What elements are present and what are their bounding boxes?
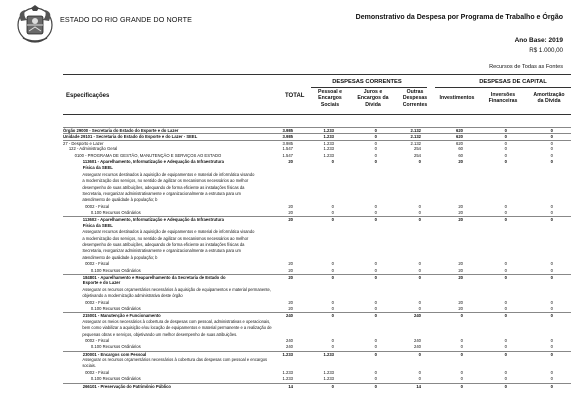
cell-value: 0 [331,203,334,209]
cell-value: 20 [458,305,463,311]
cell-value: 0 [504,344,507,350]
row-label: 266101 - Preservação do Patrimônio Público [63,383,171,389]
cell-value: 0 [460,383,463,389]
table-header [63,74,571,126]
cell-value: 0 [460,344,463,350]
cell-value: 0 [331,210,334,216]
cell-value: 20 [288,261,293,267]
cell-value: 0 [374,383,377,389]
cell-value: 620 [456,134,463,140]
cell-value: 0 [504,299,507,305]
row-label: 27 - Desporto e Lazer [63,140,104,146]
cell-value: 0 [550,134,553,140]
cell-value: 0 [374,337,377,343]
row-label: atendimento de qualidade à população; b [63,197,158,203]
cell-value: 1.547 [282,146,293,152]
cell-value: 0 [550,299,553,305]
row-label: atendimento de qualidade à população; b [63,254,158,260]
row-label: Física da SEEL [63,165,113,171]
column-header-total: TOTAL [285,93,305,99]
row-label: Assegurar os recursos orçamentários necessários à aquisição de equipamentos e material permanente, [63,286,271,292]
cell-value: 0 [418,299,421,305]
cell-value: 0 [550,383,553,389]
row-label: Física da SEEL [63,222,113,228]
cell-value: 0 [504,158,507,164]
row-label: 0.100 Recursos Ordinários [63,344,141,350]
row-label: 0.100 Recursos Ordinários [63,376,141,382]
cell-value: 0 [504,369,507,375]
cell-value: 0 [331,217,334,223]
cell-value: 20 [288,305,293,311]
cell-value: 1.233 [323,369,334,375]
cell-value: 0 [374,203,377,209]
cell-value: 20 [288,274,293,280]
cell-value: 0 [331,267,334,273]
cell-value: 0 [460,376,463,382]
cell-value: 0 [550,128,553,133]
cell-value: 0 [504,267,507,273]
cell-value: 0 [374,305,377,311]
cell-value: 14 [288,383,293,389]
cell-value: 0 [374,140,377,146]
row-label: 0002 - Fiscal [63,261,110,267]
row-label: desempenho de suas atribuições, adequando de forma eficiente as instalações físicas da [63,184,245,190]
cell-value: 240 [414,337,421,343]
cell-value: 0 [374,146,377,152]
cell-value: 0 [550,210,553,216]
cell-value: 0 [374,344,377,350]
cell-value: 0 [550,140,553,146]
row-label: 0002 - Fiscal [63,337,110,343]
cell-value: 0 [550,305,553,311]
cell-value: 20 [288,217,293,223]
cell-value: 1.233 [323,140,334,146]
cell-value: 2.132 [410,134,421,140]
cell-value: 20 [288,210,293,216]
cell-value: 0 [550,267,553,273]
cell-value: 2.132 [410,128,421,133]
cell-value: 0 [504,140,507,146]
cell-value: 20 [288,267,293,273]
cell-value: 60 [458,146,463,152]
row-label: objetivando a modernização administrativa deste órgão [63,293,183,299]
cell-value: 0 [374,369,377,375]
cell-value: 0 [331,383,334,389]
cell-value: 620 [456,128,463,133]
row-label: desempenho de suas atribuições, adequando de forma eficiente as instalações físicas da [63,242,245,248]
cell-value: 240 [414,313,421,319]
cell-value: 620 [456,140,463,146]
row-label: a modernização dos serviços, no sentido de agilizar os mecanismos necessários ao melhor [63,235,249,241]
cell-value: 0 [374,210,377,216]
row-label: Esporte e do Lazer [63,280,121,286]
cell-value: 0 [550,152,553,158]
state-coat-of-arms-icon [15,4,55,46]
cell-value: 20 [288,203,293,209]
row-label: 0.100 Recursos Ordinários [63,267,141,273]
cell-value: 0 [418,274,421,280]
cell-value: 0 [550,146,553,152]
row-label: Assegurar recursos destinados à aquisição de equipamentos e material de informática visando [63,229,255,235]
row-label: 215001 - Manutenção e Funcionamento [63,313,161,319]
row-label: 113601 - Aparelhamento, Informatização e Adequação da Infraestrutura [63,158,224,164]
cell-value: 0 [331,313,334,319]
column-header-spec: Especificações [66,93,110,99]
cell-value: 0 [504,376,507,382]
cell-value: 1.233 [282,351,293,357]
cell-value: 0 [418,217,421,223]
cell-value: 0 [374,158,377,164]
cell-value: 254 [414,152,421,158]
row-label: 184801 - Aparelhamento e Reaparelhamento da Secretaria de Estado do [63,274,226,280]
cell-value: 1.233 [323,128,334,133]
cell-value: 0 [504,313,507,319]
cell-value: 240 [286,337,293,343]
cell-value: 20 [288,158,293,164]
cell-value: 0 [374,299,377,305]
cell-value: 0 [504,203,507,209]
cell-value: 254 [414,146,421,152]
cell-value: 0 [331,158,334,164]
cell-value: 0 [418,305,421,311]
cell-value: 0 [418,376,421,382]
cell-value: 0 [504,305,507,311]
document-title: Demonstrativo da Despesa por Programa de Trabalho e Órgão [355,14,563,21]
row-label: bem como viabilizar a aquisição e/ou locação de equipamentos e material permanente e a realização de [63,325,272,331]
row-label: 0100 - PROGRAMA DE GESTÃO, MANUTENÇÃO E SERVIÇOS AO ESTADO [63,152,222,158]
cell-value: 14 [416,383,421,389]
cell-value: 0 [550,337,553,343]
cell-value: 20 [458,217,463,223]
cell-value: 0 [418,369,421,375]
row-label: 0.100 Recursos Ordinários [63,210,141,216]
row-label: Secretaria, reorganizar administrativamente e organizacionalmente a estrutura para um [63,190,241,196]
row-label: Assegurar os recursos orçamentários necessários à cobertura das despesas com pessoal e encargos [63,357,268,363]
cell-value: 20 [458,299,463,305]
cell-value: 0 [331,299,334,305]
cell-value: 0 [504,210,507,216]
cell-value: 0 [374,152,377,158]
cell-value: 1.547 [282,152,293,158]
row-label: sociais. [63,363,96,369]
cell-value: 0 [460,369,463,375]
cell-value: 20 [458,158,463,164]
cell-value: 60 [458,152,463,158]
row-label: 113602 - Aparelhamento, Informatização e Adequação da Infraestrutura [63,217,224,223]
cell-value: 240 [286,313,293,319]
cell-value: 0 [331,305,334,311]
cell-value: 0 [504,337,507,343]
cell-value: 0 [550,376,553,382]
group-current-expenses: DESPESAS CORRENTES [332,79,402,85]
row-label: 122 - Administração Geral [63,146,118,152]
row-label: 0002 - Fiscal [63,299,110,305]
column-header-investimentos: Investimentos [439,95,475,101]
cell-value: 0 [460,337,463,343]
cell-value: 0 [504,217,507,223]
cell-value: 0 [460,351,463,357]
cell-value: 0 [550,203,553,209]
currency-unit: R$ 1.000,00 [529,47,563,54]
cell-value: 0 [374,267,377,273]
cell-value: 0 [331,344,334,350]
cell-value: 240 [414,344,421,350]
cell-value: 0 [550,274,553,280]
cell-value: 1.233 [282,376,293,382]
cell-value: 0 [504,351,507,357]
row-label: Assegurar recursos destinados à aquisição de equipamentos e material de informática visando [63,171,255,177]
cell-value: 20 [458,267,463,273]
cell-value: 1.233 [323,152,334,158]
cell-value: 0 [331,274,334,280]
row-label: 230001 - Encargos com Pessoal [63,351,147,357]
cell-value: 0 [418,210,421,216]
cell-value: 0 [504,128,507,133]
cell-value: 0 [504,146,507,152]
cell-value: 0 [374,261,377,267]
table-body [63,127,571,389]
row-label: Unidade 29101 - Secretaria do Estado do Esporte e do Lazer - SEEL [63,134,198,140]
cell-value: 0 [550,158,553,164]
cell-value: 1.233 [323,134,334,140]
cell-value: 0 [460,313,463,319]
cell-value: 0 [374,217,377,223]
cell-value: 3.985 [282,128,293,133]
column-header-amortizacao: Amortização da Dívida [533,92,565,105]
cell-value: 0 [374,128,377,133]
row-label: pequenas obras e serviços, objetivando um melhor desempenho de suas atribuições. [63,331,238,337]
row-label: Assegurar os meios necessários à cobertura de despesas com pessoal, administrativas e operacionais, [63,318,271,324]
row-label: 0002 - Fiscal [63,369,110,375]
cell-value: 0 [550,351,553,357]
cell-value: 2.132 [410,140,421,146]
cell-value: 0 [504,152,507,158]
base-year: Ano Base: 2019 [514,37,563,44]
cell-value: 20 [458,203,463,209]
row-label: Órgão 29000 - Secretaria do Estado do Esporte e do Lazer [63,128,179,133]
cell-value: 0 [374,376,377,382]
cell-value: 0 [550,261,553,267]
cell-value: 0 [374,351,377,357]
cell-value: 1.233 [323,376,334,382]
cell-value: 20 [458,261,463,267]
cell-value: 0 [504,383,507,389]
cell-value: 0 [550,344,553,350]
cell-value: 0 [504,261,507,267]
cell-value: 0 [331,261,334,267]
cell-value: 0 [418,267,421,273]
cell-value: 0 [550,313,553,319]
cell-value: 0 [374,313,377,319]
cell-value: 0 [550,369,553,375]
cell-value: 0 [418,158,421,164]
group-capital-expenses: DESPESAS DE CAPITAL [479,79,547,85]
cell-value: 1.233 [323,146,334,152]
column-header-juros: Juros e Encargos da Dívida [357,89,389,108]
cell-value: 0 [418,203,421,209]
cell-value: 1.233 [282,369,293,375]
report-header [0,0,585,70]
cell-value: 0 [331,337,334,343]
row-label: 0.100 Recursos Ordinários [63,305,141,311]
table-row [63,383,571,389]
cell-value: 3.985 [282,134,293,140]
row-label: 0002 - Fiscal [63,203,110,209]
column-header-outras: Outras Despesas Correntes [402,89,428,108]
row-label: a modernização dos serviços, no sentido de agilizar os mecanismos necessários ao melhor [63,178,249,184]
cell-value: 20 [288,299,293,305]
cell-value: 0 [550,217,553,223]
state-name: ESTADO DO RIO GRANDE DO NORTE [60,15,193,24]
cell-value: 1.233 [323,351,334,357]
column-header-pessoal: Pessoal e Encargos Sociais [318,89,342,108]
cell-value: 20 [458,210,463,216]
cell-value: 0 [504,134,507,140]
cell-value: 0 [374,274,377,280]
cell-value: 240 [286,344,293,350]
row-label: Secretaria, reorganizar administrativamente e organizacionalmente a estrutura para um [63,248,241,254]
cell-value: 0 [418,261,421,267]
cell-value: 0 [504,274,507,280]
cell-value: 0 [374,134,377,140]
column-header-inversoes: Inversões Financeiras [488,92,518,105]
cell-value: 0 [418,351,421,357]
cell-value: 20 [458,274,463,280]
resource-source: Recursos de Todas as Fontes [489,64,563,70]
cell-value: 3.985 [282,140,293,146]
